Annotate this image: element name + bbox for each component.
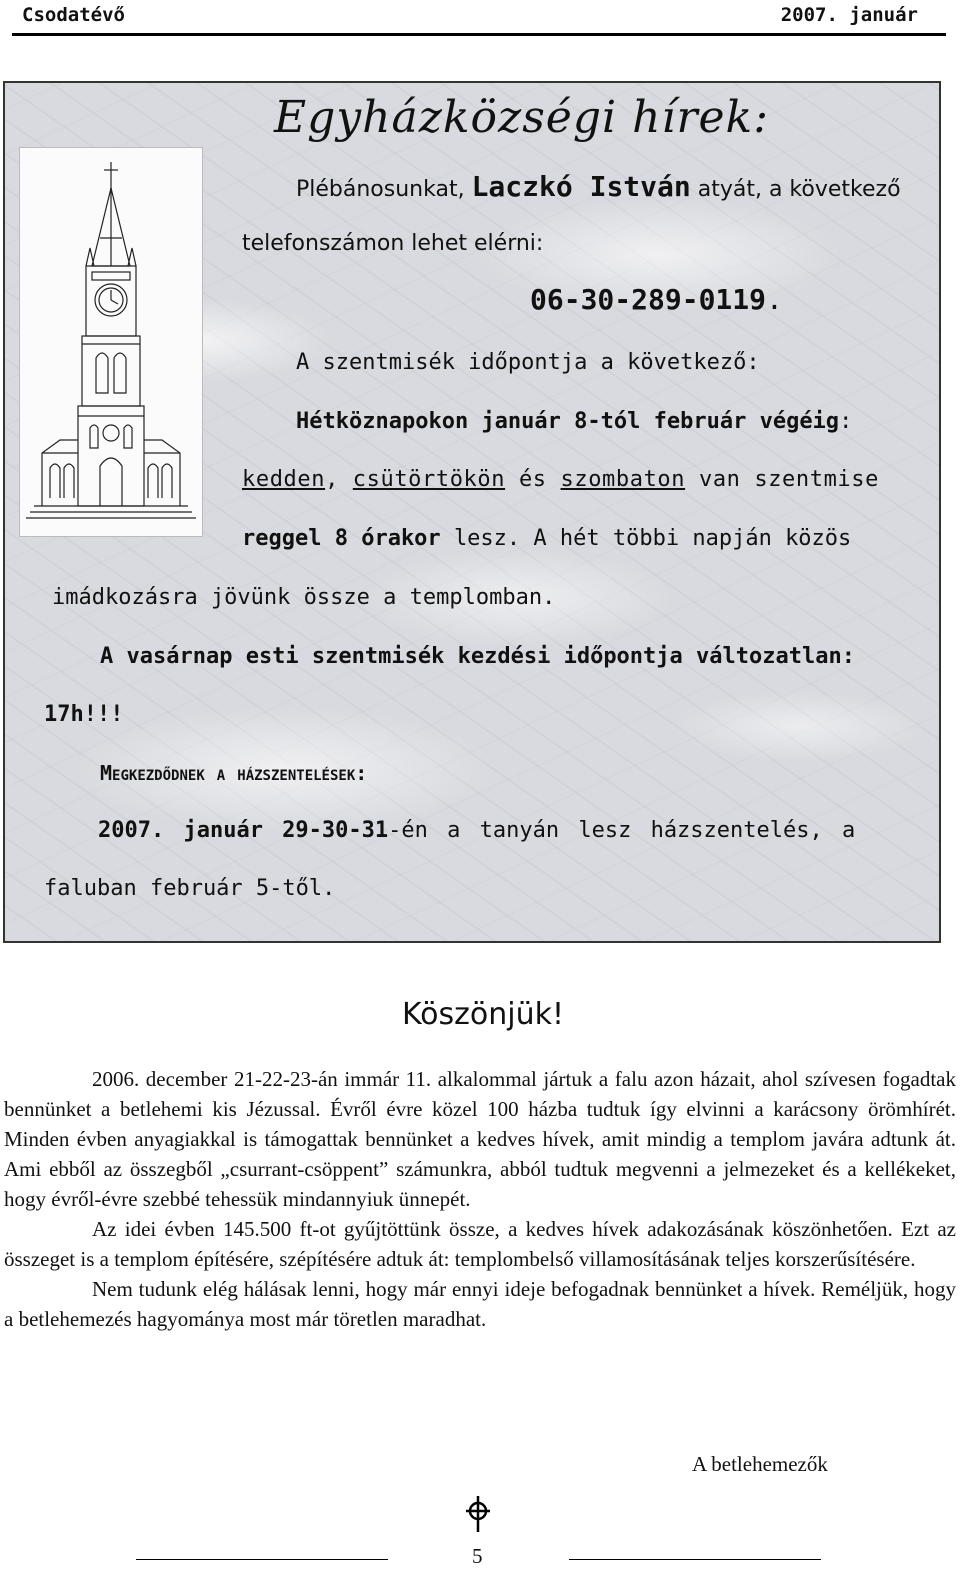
header-rule [12,33,946,36]
days-comma: , [325,467,339,492]
page-number: 5 [472,1544,483,1568]
house-blessing-line [98,818,855,843]
phone-number: 06-30-289-0119 [530,283,767,316]
weekday-colon: : [839,409,853,434]
priest-contact-line [296,170,901,203]
phone-intro: telefonszámon lehet elérni: [242,231,544,256]
sunday-mass-line: A vasárnap esti szentmisék kezdési időpontja változatlan: [100,644,855,669]
footer-rule-left [136,1559,388,1560]
page-header [0,0,960,36]
priest-name: Laczkó István [471,170,691,203]
footer-rule-right [569,1559,821,1560]
priest-contact-suffix: atyát, a következő [697,177,901,202]
day-tuesday: kedden [242,467,326,492]
cross-icon [463,1494,493,1534]
mass-time: reggel 8 órakor [242,526,441,551]
mass-days-line [242,467,879,492]
church-illustration [19,147,203,537]
story-paragraph-3: Nem tudunk elég hálásak lenni, hogy már ennyi ideje befogadnak bennünket a hívek. Reméljük, hogy a betlehemezés hagyománya most már töretlen maradhat. [4,1277,956,1331]
priest-contact-prefix: Plébánosunkat, [296,177,465,202]
phone-period: . [766,283,783,316]
mass-time-line [242,526,851,551]
publication-name: Csodatévő [22,4,125,26]
prayer-line: imádkozásra jövünk össze a templomban. [52,585,556,610]
house-blessing-rest: -én a tanyán lesz házszentelés, a [388,818,856,843]
mass-word: van szentmise [698,467,879,492]
house-blessing-heading: Megkezdődnek a házszentelések: [100,761,368,785]
church-drawing [20,148,202,536]
issue-date: 2007. január [780,4,918,26]
story-paragraph-2: Az idei évben 145.500 ft-ot gyűjtöttünk össze, a kedves hívek adakozásának köszönhetően. Ezt az összeget is a templom építésére, szépítésére adtuk át: templombelső villamosításának teljes korszerűsítésére. [4,1217,956,1271]
nativity-story [4,1064,956,1334]
sunday-mass-time: 17h!!! [44,702,124,727]
mass-intro: A szentmisék időpontja a következő: [296,350,760,375]
house-blessing-date: 2007. január 29-30-31 [98,818,389,843]
house-blessing-end: faluban február 5-től. [44,876,336,901]
day-thursday: csütörtökön [352,467,506,492]
days-and: és [518,467,547,492]
phone-line [530,283,783,316]
thanks-heading: Köszönjük! [402,997,565,1032]
story-paragraph-1: 2006. december 21-22-23-án immár 11. alkalommal jártuk a falu azon házait, ahol szívesen fogadtak bennünket a betlehemi kis Jézussal. Évről évre közel 100 házba tudtuk így elvinni a karácsony örömhírét. Minden évben anyagiakkal is támogattak bennünket a kedves hívek, amit mindig a templom javára adtunk át. Ami ebből az összegből „csurrant-csöppent” számunkra, abból tudtuk megvenni a jelmezeket és a kellékeket, hogy évről-évre szebbé tehessük mindannyiuk ünnepét. [4,1067,956,1211]
news-title: Egyházközségi hírek: [274,92,770,143]
mass-time-rest: lesz. A hét többi napján közös [453,526,852,551]
signature: A betlehemezők [692,1452,828,1476]
weekday-period: Hétköznapokon január 8-tól február végéig [296,409,840,434]
day-saturday: szombaton [560,467,686,492]
weekday-mass-line [296,409,852,434]
